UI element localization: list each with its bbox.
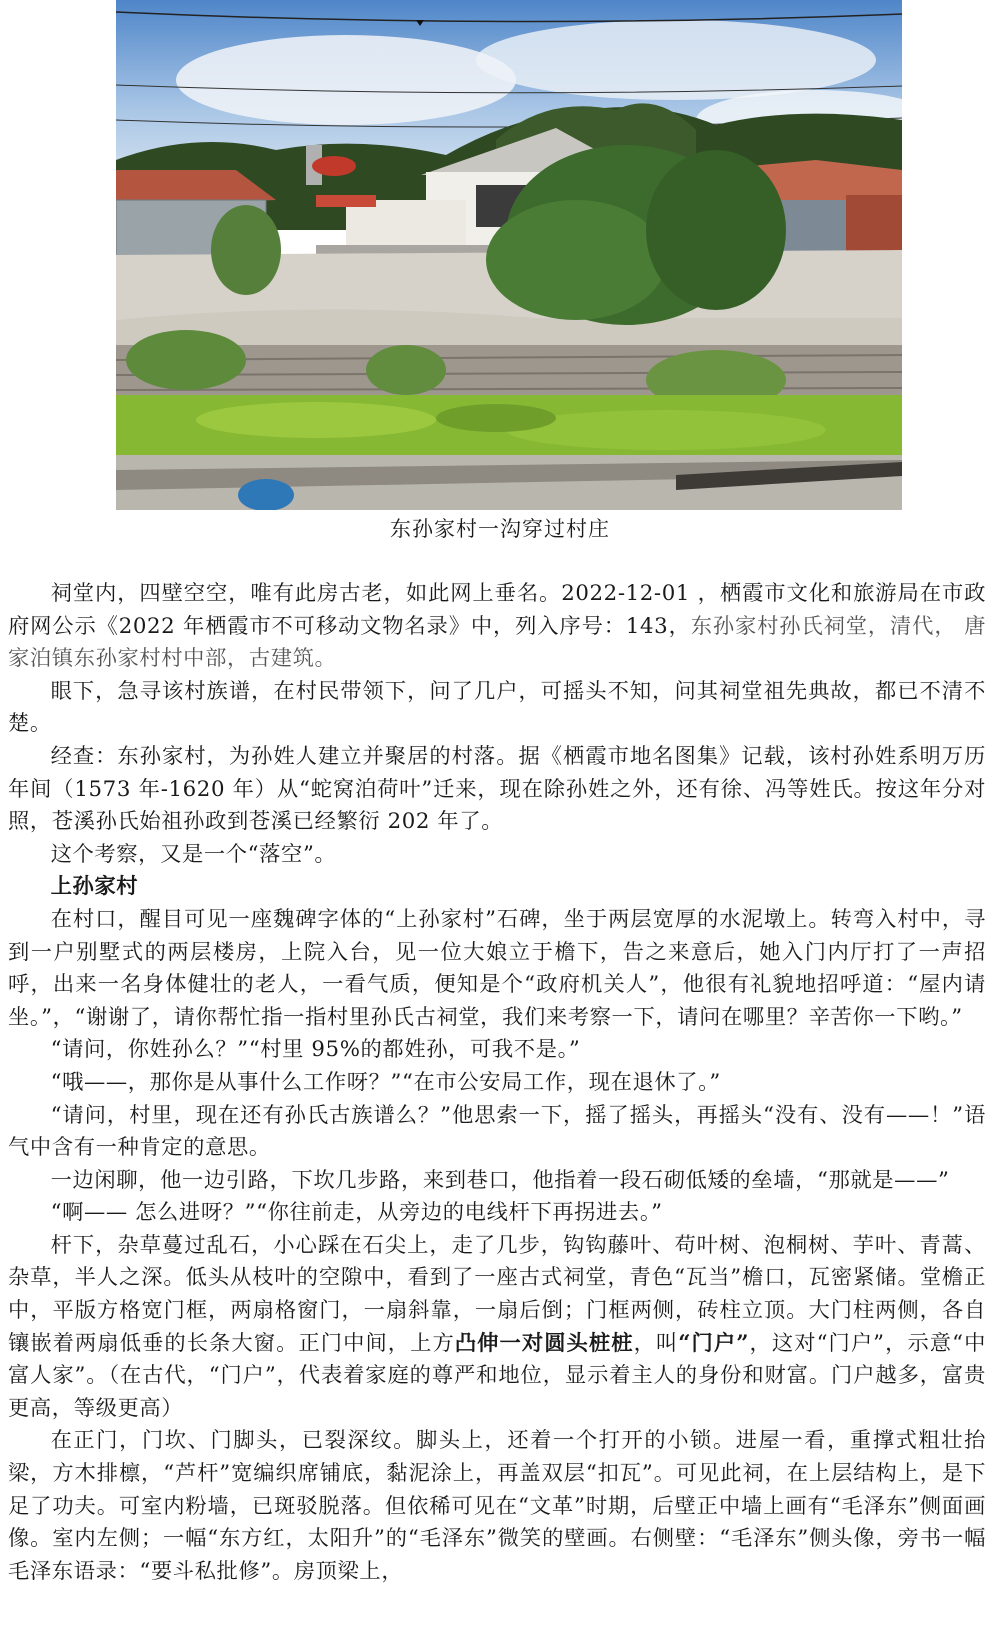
photo-caption: 东孙家村一沟穿过村庄 [390,517,610,541]
paragraph: 眼下，急寻该村族谱，在村民带领下，问了几户，可摇头不知，问其祠堂祖先典故，都已不清不楚。 [8,678,986,737]
paragraph-text: ，这对“门户”，示意“中富人家”。（在古代，“门户”，代表着家庭的尊严和地位，显示着主人的身份和财富。门户越多，富贵更高，等级更高） [8,1330,986,1421]
paragraph: 一边闲聊，他一边引路，下坎几步路，来到巷口，他指着一段石砌低矮的垒墙，“那就是——” [50,1167,950,1193]
village-photo-drawing [116,0,902,510]
section-heading: 上孙家村 [50,874,139,900]
village-photo [116,0,902,510]
paragraph: “请问，村里，现在还有孙氏古族谱么？”他思索一下，摇了摇头，再摇头“没有、没有——！”语气中含有一种肯定的意思。 [8,1102,986,1161]
paragraph [8,1230,986,1426]
paragraph-text: 杆下，杂草蔓过乱石，小心踩在石尖上，走了几步，钩钩藤叶、苟叶树、泡桐树、芋叶、青蒿、杂草，半人之深。低头从枝叶的空隙中，看到了一座古式祠堂，青色“瓦当”檐口，瓦密紧储。堂檐正中，平版方格宽门框，两扇格窗门，一扇斜靠，一扇后倒；门框两侧，砖柱立顶。大门柱两侧，各自镶嵌着两扇低垂的长条大窗。正门中间，上方 [8,1232,986,1356]
paragraph [8,578,986,676]
paragraph: “哦——，那你是从事什么工作呀？”“在市公安局工作，现在退休了。” [50,1069,721,1095]
paragraph: 这个考察，又是一个“落空”。 [50,841,337,867]
emphasis-text: “门户” [678,1330,750,1356]
emphasis-text: 凸伸一对圆头桩桩 [454,1330,634,1356]
paragraph: 在村口，醒目可见一座魏碑字体的“上孙家村”石碑，坐于两层宽厚的水泥墩上。转弯入村中，寻到一户别墅式的两层楼房，上院入台，见一位大娘立于檐下，告之来意后，她入门内厅打了一声招呼，出来一名身体健壮的老人，一看气质，便知是个“政府机关人”，他很有礼貌地招呼道：“屋内请坐。”，“谢谢了，请你帮忙指一指村里孙氏古祠堂，我们来考察一下，请问在哪里？辛苦你一下哟。” [8,906,986,1030]
article-body [8,578,986,1588]
paragraph-text: 祠堂内，四壁空空，唯有此房古老，如此网上垂名。2022-12-01 ，栖霞市文化和旅游局在市政府网公示《2022 年栖霞市不可移动文物名录》中，列入序号：143， [8,581,986,639]
paragraph-text: ，叫 [633,1330,679,1356]
paragraph: “请问，你姓孙么？”“村里 95%的都姓孙，可我不是。” [50,1037,581,1063]
paragraph: 在正门，门坎、门脚头，已裂深纹。脚头上，还着一个打开的小锁。进屋一看，重撑式粗壮抬梁，方木排檩，“芦杆”宽编织席铺底，黏泥涂上，再盖双层“扣瓦”。可见此祠，在上层结构上，是下足了功夫。可室内粉墙，已斑驳脱落。但依稀可见在“文革”时期，后壁正中墙上画有“毛泽东”侧面画像。室内左侧；一幅“东方红，太阳升”的“毛泽东”微笑的壁画。右侧壁：“毛泽东”侧头像，旁书一幅毛泽东语录：“要斗私批修”。房顶梁上， [8,1428,986,1584]
paragraph: 经查：东孙家村，为孙姓人建立并聚居的村落。据《栖霞市地名图集》记载，该村孙姓系明万历年间（1573 年-1620 年）从“蛇窝泊荷叶”迁来，现在除孙姓之外，还有徐、冯等姓氏。按这年分对照，苍溪孙氏始祖孙政到苍溪已经繁衍 202 年了。 [8,743,986,835]
relic-entry-text: 东孙家村孙氏祠堂，清代， 唐家泊镇东孙家村村中部，古建筑。 [8,613,986,672]
paragraph: “啊—— 怎么进呀？”“你往前走，从旁边的电线杆下再拐进去。” [50,1200,663,1226]
